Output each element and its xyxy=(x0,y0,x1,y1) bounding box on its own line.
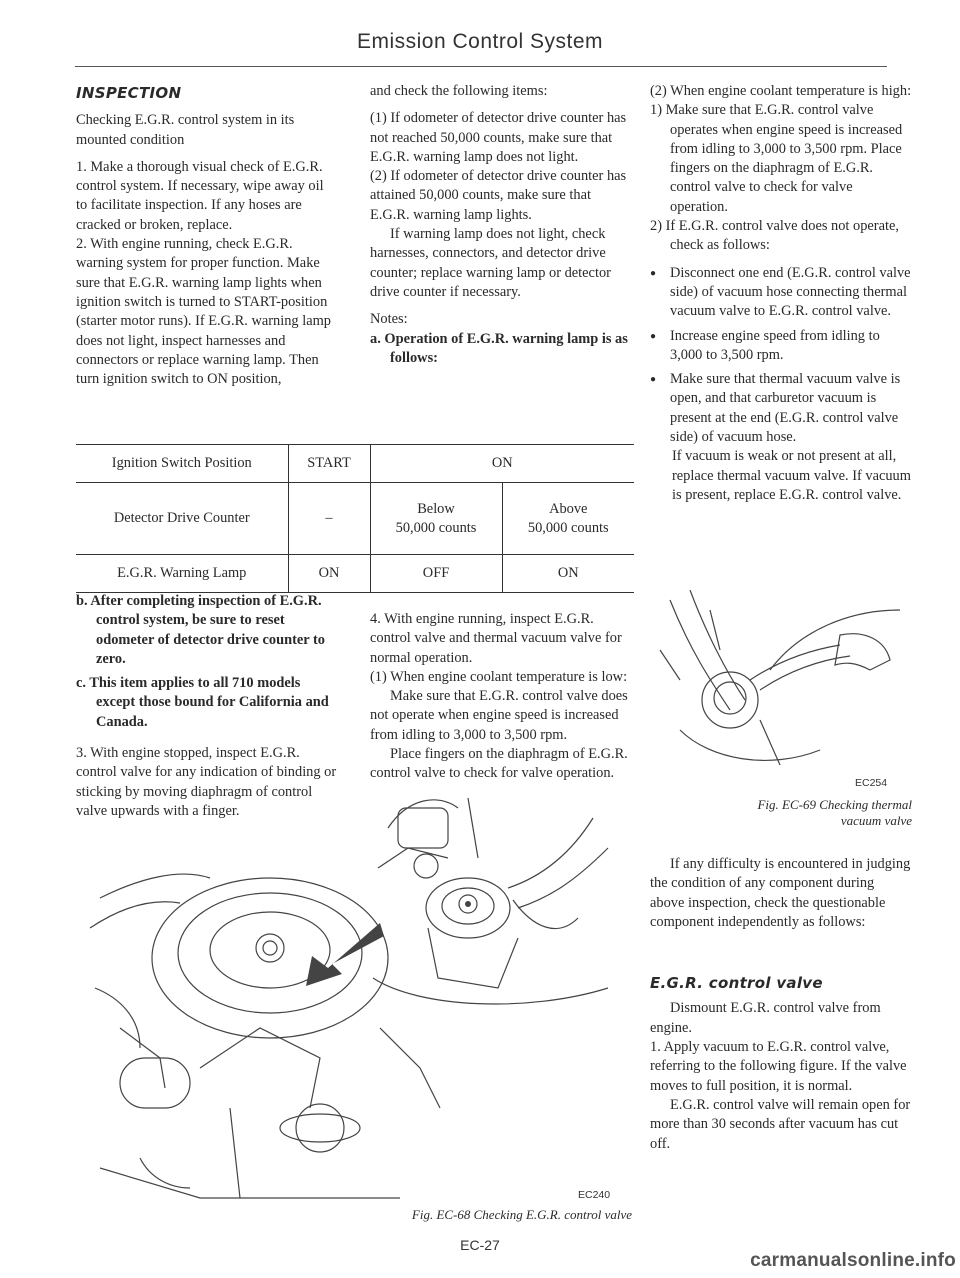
header-cell: START xyxy=(288,445,370,483)
header-cell: ON xyxy=(491,455,513,471)
table-cell: Above 50,000 counts xyxy=(527,500,609,536)
fig69-caption-line1: Fig. EC-69 Checking thermal xyxy=(757,797,912,812)
step-4-1-detail: Make sure that E.G.R. control valve does not operate when engine speed is increased from idling to 3,000 to 3,500 rpm. xyxy=(370,688,628,743)
bullet-item: ● Increase engine speed from idling to 3,000 to 3,500 rpm. xyxy=(650,327,912,366)
header-rule xyxy=(75,66,887,67)
item-1: (1) If odometer of detector drive counter has not reached 50,000 counts, make sure that E.G.R. warning lamp does not light. xyxy=(370,110,627,165)
step-4-1-check: Place fingers on the diaphragm of E.G.R. control valve to check for valve operation. xyxy=(370,746,628,782)
egr-step-1: 1. Apply vacuum to E.G.R. control valve, referring to the following figure. If the valve moves to full position, it is normal. xyxy=(650,1039,907,1094)
egr-step-1-detail: E.G.R. control valve will remain open for more than 30 seconds after vacuum has cut off. xyxy=(650,1096,911,1152)
fig68-reference-code: EC240 xyxy=(578,1189,611,1201)
row-label: E.G.R. Warning Lamp xyxy=(76,555,288,593)
lead-text: and check the following items: xyxy=(370,83,548,99)
step-1: 1. Make a thorough visual check of E.G.R. control system. If necessary, wipe away oil to facilitate inspection. If any hoses are cracked or broken, replace. xyxy=(76,158,324,233)
intro-text: Checking E.G.R. control system in its mounted condition xyxy=(76,112,295,148)
item-2: (2) If odometer of detector drive counter has attained 50,000 counts, make sure that E.G.R. warning lamp lights. xyxy=(370,168,627,223)
step-3: 3. With engine stopped, inspect E.G.R. control valve for any indication of binding or sticking by moving diaphragm of control valve upwards with a finger. xyxy=(76,745,337,819)
note-c: c. This item applies to all 710 models except those bound for California and Canada. xyxy=(76,675,329,730)
column-left xyxy=(76,84,338,394)
step-2: 2. With engine running, check E.G.R. warning system for proper function. Make sure that E.G.R. warning lamp lights when ignition switch is turned to START-position (starter motor runs). If E.G.R. warning lamp does not light, inspect harnesses and connectors or replace warning lamp. Then turn ignition switch to ON position, xyxy=(76,236,331,388)
header-cell: Ignition Switch Position xyxy=(76,445,288,483)
fig69-caption-line2: vacuum valve xyxy=(840,813,912,828)
column-right xyxy=(650,82,912,510)
bullet-followup: If vacuum is weak or not present at all, replace thermal vacuum valve. If vacuum is present, replace E.G.R. control valve. xyxy=(672,448,911,503)
page-number: EC-27 xyxy=(460,1237,500,1253)
dismount-text: Dismount E.G.R. control valve from engine. xyxy=(650,1000,881,1036)
notes-label: Notes: xyxy=(370,311,408,328)
thermal-vacuum-valve-illustration xyxy=(650,590,912,780)
sub-step-2: 2) If E.G.R. control valve does not operate, check as follows: xyxy=(650,218,899,254)
table-cell: – xyxy=(288,483,370,555)
fig68-caption: Fig. EC-68 Checking E.G.R. control valve xyxy=(411,1207,632,1222)
section-heading-egr-valve: E.G.R. control valve xyxy=(650,974,823,993)
table-cell: ON xyxy=(288,555,370,593)
column-right-lower xyxy=(650,855,912,1159)
item-2-followup: If warning lamp does not light, check harnesses, connectors, and detector drive counter; replace warning lamp or detector drive counter if necessary. xyxy=(370,226,611,300)
bullet-item: ● Make sure that thermal vacuum valve is open, and that carburetor vacuum is present at the end (E.G.R. control valve side) of vacuum hose. xyxy=(650,370,912,447)
check-bullet-list xyxy=(650,264,912,448)
egr-valve-check-illustration xyxy=(368,788,630,1018)
sub-step-1: 1) Make sure that E.G.R. control valve operates when engine speed is increased from idling to 3,000 to 3,500 rpm. Place fingers on the diaphragm of E.G.R. control valve to check for valve operation. xyxy=(650,102,903,215)
note-a: a. Operation of E.G.R. warning lamp is as follows: xyxy=(370,330,628,366)
fig69-reference-code: EC254 xyxy=(855,777,888,789)
table-cell: Below 50,000 counts xyxy=(370,483,502,555)
warning-lamp-table xyxy=(76,444,634,593)
column-middle xyxy=(370,82,632,373)
note-b: b. After completing inspection of E.G.R. control system, be sure to reset odometer of detector drive counter to zero. xyxy=(76,593,325,667)
site-watermark: carmanualsonline.info xyxy=(750,1250,956,1271)
step-4: 4. With engine running, inspect E.G.R. control valve and thermal vacuum valve for normal operation. xyxy=(370,611,622,666)
difficulty-text: If any difficulty is encountered in judging the condition of any component during above inspection, check the questionable component independently as follows: xyxy=(650,856,911,930)
page-header-title: Emission Control System xyxy=(356,30,604,53)
item-2-high-temp: (2) When engine coolant temperature is high: xyxy=(650,83,912,99)
table-cell: ON xyxy=(557,565,579,581)
step-4-1: (1) When engine coolant temperature is low: xyxy=(370,668,628,685)
row-label: Detector Drive Counter xyxy=(76,483,288,555)
section-heading-inspection: INSPECTION xyxy=(76,84,182,102)
bullet-item: ● Disconnect one end (E.G.R. control valve side) of vacuum hose connecting thermal vacuum valve to E.G.R. control valve. xyxy=(650,264,912,322)
table-cell: OFF xyxy=(370,555,502,593)
